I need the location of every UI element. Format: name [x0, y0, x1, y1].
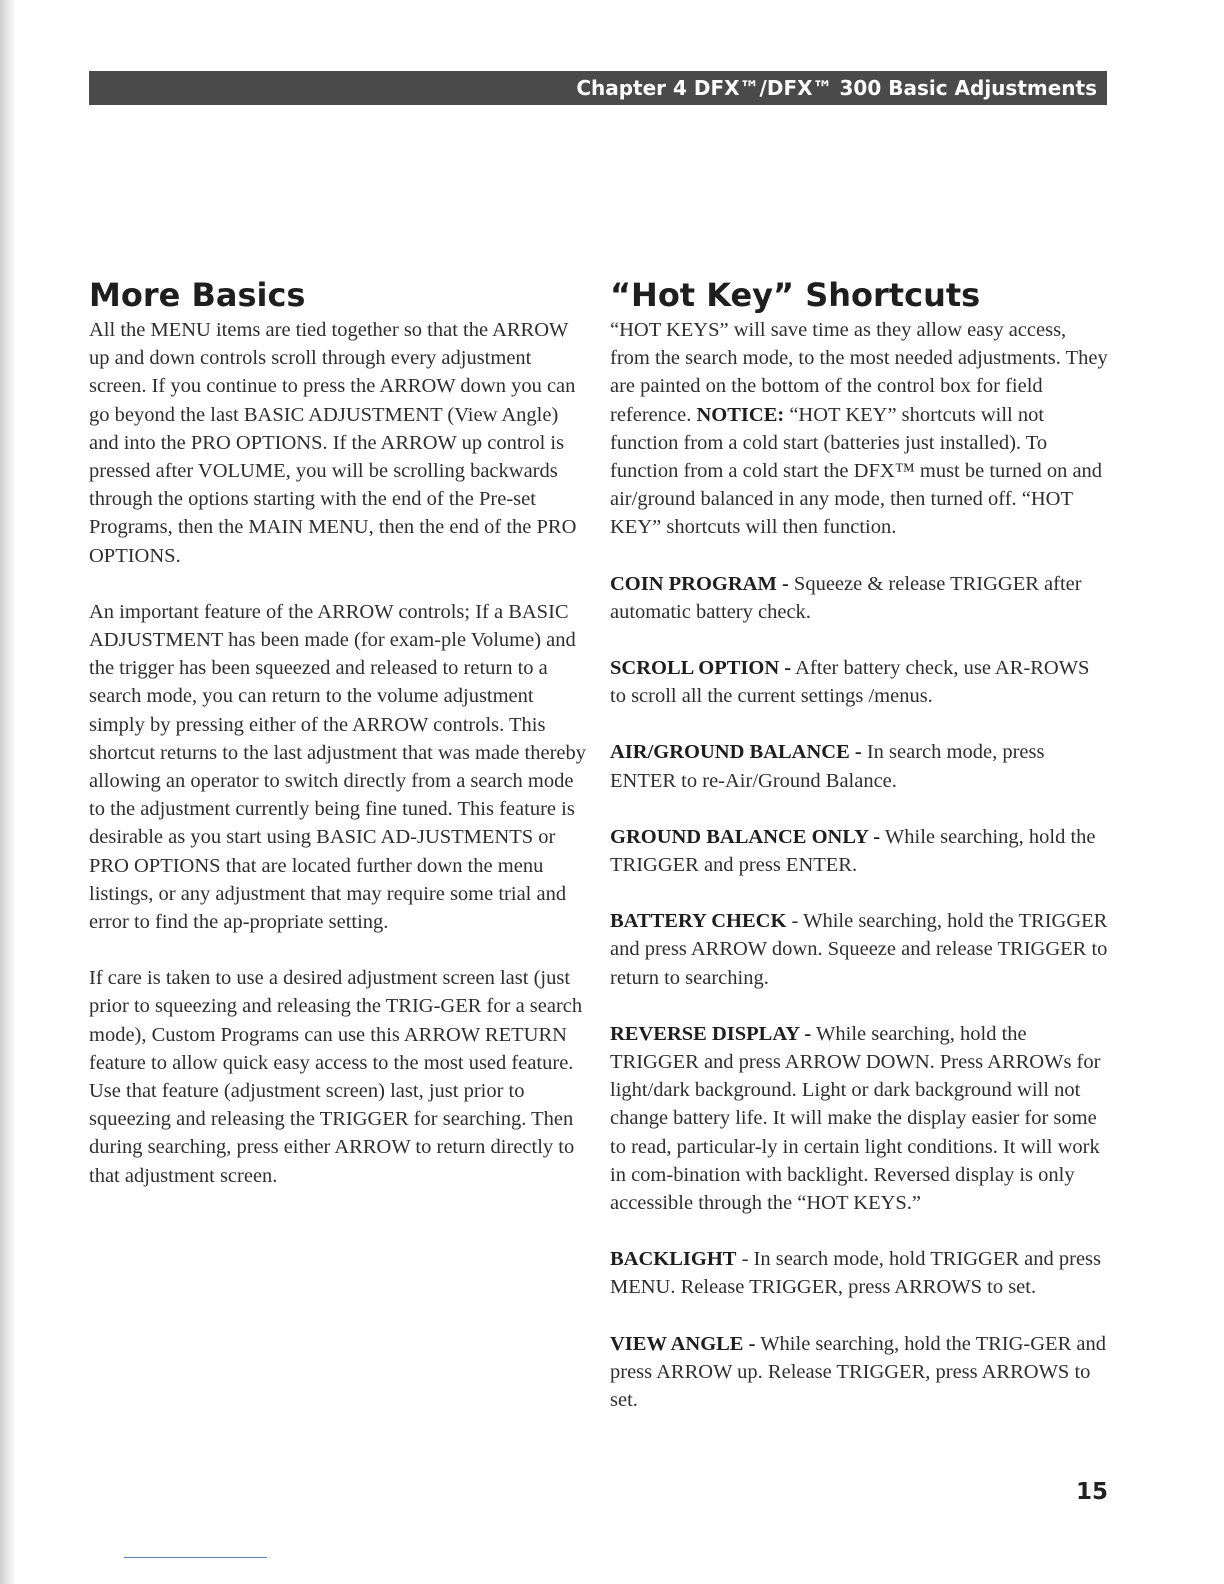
- shortcut-desc: While searching, hold the TRIGGER and press ENTER.: [610, 825, 1096, 877]
- page-binding-edge: [0, 0, 14, 1584]
- shortcut-ground-balance-only: [610, 823, 1110, 879]
- shortcut-desc: Squeeze & release TRIGGER after automatic battery check.: [610, 572, 1082, 623]
- hot-key-intro: [610, 316, 1110, 542]
- more-basics-paragraph-1: All the MENU items are tied together so that the ARROW up and down controls scroll through every adjustment screen. If you continue to press the ARROW down you can go beyond the last BASIC ADJUSTMENT (View Angle) and into the PRO OPTIONS. If the ARROW up control is pressed after VOLUME, you will be scrolling backwards through the options starting with the end of the Pre-set Programs, then the MAIN MENU, then the end of the PRO OPTIONS.: [89, 319, 577, 567]
- shortcut-term: COIN PROGRAM -: [610, 572, 789, 595]
- right-column: [610, 276, 1110, 1414]
- more-basics-heading: More Basics: [89, 276, 306, 314]
- page-number: 15: [1076, 1479, 1109, 1505]
- shortcut-desc: In search mode, press ENTER to re-Air/Ground Balance.: [610, 741, 1045, 792]
- shortcut-term: REVERSE DISPLAY -: [610, 1022, 812, 1045]
- footer-rule: [124, 1557, 267, 1558]
- chapter-title: Chapter 4 DFX™/DFX™ 300 Basic Adjustments: [576, 76, 1097, 100]
- shortcut-backlight: [610, 1245, 1110, 1301]
- notice-text: “HOT KEY” shortcuts will not function from a cold start (batteries just installed). To function from a cold start the DFX™ must be turned on and air/ground balanced in any mode, then turned off. “HOT KEY” shortcuts will then function.: [610, 403, 1103, 539]
- shortcut-view-angle: [610, 1330, 1110, 1415]
- shortcut-term: BATTERY CHECK: [610, 910, 787, 933]
- shortcut-term: GROUND BALANCE ONLY -: [610, 825, 881, 848]
- hot-key-heading: “Hot Key” Shortcuts: [610, 276, 981, 314]
- shortcut-air-ground-balance: [610, 738, 1110, 794]
- chapter-header-bar: [89, 71, 1107, 105]
- shortcut-desc: While searching, hold the TRIGGER and press ARROW DOWN. Press ARROWs for light/dark background. Light or dark background will not change battery life. It will make the display easier for some to read, particular-ly in certain light conditions. It will work in com-bination with backlight. Reversed display is only accessible through the “HOT KEYS.”: [610, 1022, 1101, 1215]
- shortcut-scroll-option: [610, 654, 1110, 710]
- hot-key-intro-text: “HOT KEYS” will save time as they allow easy access, from the search mode, to the most needed adjustments. They are painted on the bottom of the control box for field reference.: [610, 319, 1108, 426]
- shortcut-coin-program: [610, 570, 1110, 626]
- shortcut-desc: After battery check, use AR-ROWS to scroll all the current settings /menus.: [610, 657, 1090, 708]
- notice-label: NOTICE:: [696, 403, 785, 426]
- shortcut-battery-check: [610, 907, 1110, 992]
- left-column: [89, 276, 589, 1190]
- shortcut-term: SCROLL OPTION -: [610, 657, 792, 680]
- shortcut-term: VIEW ANGLE -: [610, 1332, 756, 1355]
- shortcut-term: BACKLIGHT: [610, 1248, 737, 1271]
- more-basics-paragraph-3: If care is taken to use a desired adjustment screen last (just prior to squeezing and releasing the TRIG-GER for a search mode), Custom Programs can use this ARROW RETURN feature to allow quick easy access to the most used feature. Use that feature (adjustment screen) last, just prior to squeezing and releasing the TRIGGER for searching. Then during searching, press either ARROW to return directly to that adjustment screen.: [89, 967, 583, 1187]
- shortcut-reverse-display: [610, 1020, 1110, 1217]
- shortcut-desc: - In search mode, hold TRIGGER and press MENU. Release TRIGGER, press ARROWS to set.: [610, 1248, 1102, 1299]
- more-basics-paragraph-2: An important feature of the ARROW controls; If a BASIC ADJUSTMENT has been made (for exam-ple Volume) and the trigger has been squeezed and released to return to a search mode, you can return to the volume adjustment simply by pressing either of the ARROW controls. This shortcut returns to the last adjustment that was made thereby allowing an operator to switch directly from a search mode to the adjustment currently being fine tuned. This feature is desirable as you start using BASIC AD-JUSTMENTS or PRO OPTIONS that are located further down the menu listings, or any adjustment that may require some trial and error to find the ap-propriate setting.: [89, 600, 586, 934]
- shortcut-desc: While searching, hold the TRIG-GER and press ARROW up. Release TRIGGER, press ARROWS to set.: [610, 1332, 1106, 1412]
- shortcut-desc: - While searching, hold the TRIGGER and press ARROW down. Squeeze and release TRIGGER to return to searching.: [610, 910, 1108, 989]
- shortcut-term: AIR/GROUND BALANCE -: [610, 741, 862, 764]
